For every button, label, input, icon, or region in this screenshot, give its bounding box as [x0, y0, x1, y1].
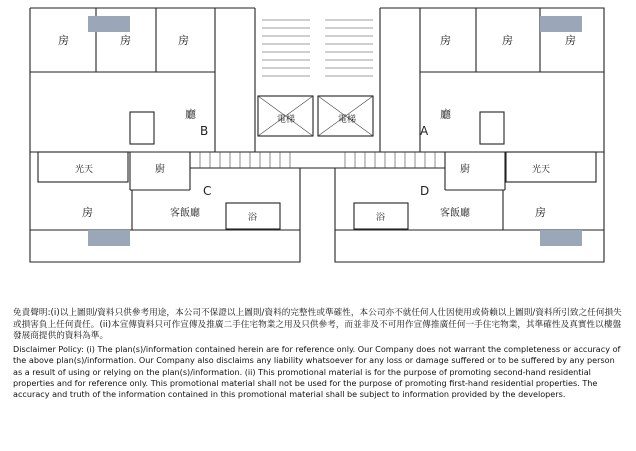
room-label-living-dining: 客飯廳	[440, 208, 470, 219]
room-label-light-well: 光天	[75, 165, 94, 175]
flat-label-b: B	[200, 124, 209, 138]
disclaimer-english: Disclaimer Policy: (i) The plan(s)/information contained herein are for reference only. Our Company does not warrant the completeness or accuracy of the above plan(s)/information. Our Company also disclaims any liability whatsoever for any loss or damage suffered or to be suffered by any person as a result of using or relying on the plan(s)/information. (ii) This promotional material is for the purpose of promoting second-hand residential properties and for reference only. This promotional material shall not be used for the purpose of promoting first-hand residential properties. The accuracy and truth of the information contained in this promotional material shall be subject to information provided by the developers.	[13, 343, 621, 400]
room-label-kitchen: 廚	[155, 164, 165, 175]
room-label-living: 廳	[185, 108, 196, 121]
room-label-kitchen: 廚	[460, 164, 470, 175]
lift-label: 電梯	[338, 115, 357, 125]
room-label-bedroom: 房	[535, 206, 546, 219]
flat-label-a: A	[420, 124, 429, 138]
room-label-bedroom: 房	[82, 206, 93, 219]
room-label-bathroom: 浴	[248, 213, 258, 223]
room-label-bathroom: 浴	[376, 213, 386, 223]
room-label-bedroom: 房	[502, 34, 513, 47]
flat-label-c: C	[203, 184, 212, 198]
disclaimer-chinese: 免責聲明:(i)以上圖則/資料只供參考用途，本公司不保證以上圖則/資料的完整性或準確性，本公司亦不就任何人仕因使用或倚賴以上圖則/資料所引致之任何損失或損害負上任何責任。(ii)本宣傳資料只可作宣傳及推廣二手住宅物業之用及只供參考，而並非及不可用作宣傳推廣任何一手住宅物業，其準確性及真實性以樓盤發展商提供的資料為準。	[13, 308, 622, 342]
room-label-bedroom: 房	[120, 34, 131, 47]
room-label-bedroom: 房	[440, 34, 451, 47]
room-label-bedroom: 房	[58, 34, 69, 47]
room-label-light-well: 光天	[532, 165, 551, 175]
flat-label-d: D	[420, 184, 430, 198]
room-label-bedroom: 房	[178, 34, 189, 47]
disclaimer	[13, 308, 625, 401]
room-label-living-dining: 客飯廳	[170, 208, 200, 219]
room-label-living: 廳	[440, 108, 451, 121]
lift-label: 電梯	[277, 115, 296, 125]
room-label-bedroom: 房	[565, 34, 576, 47]
